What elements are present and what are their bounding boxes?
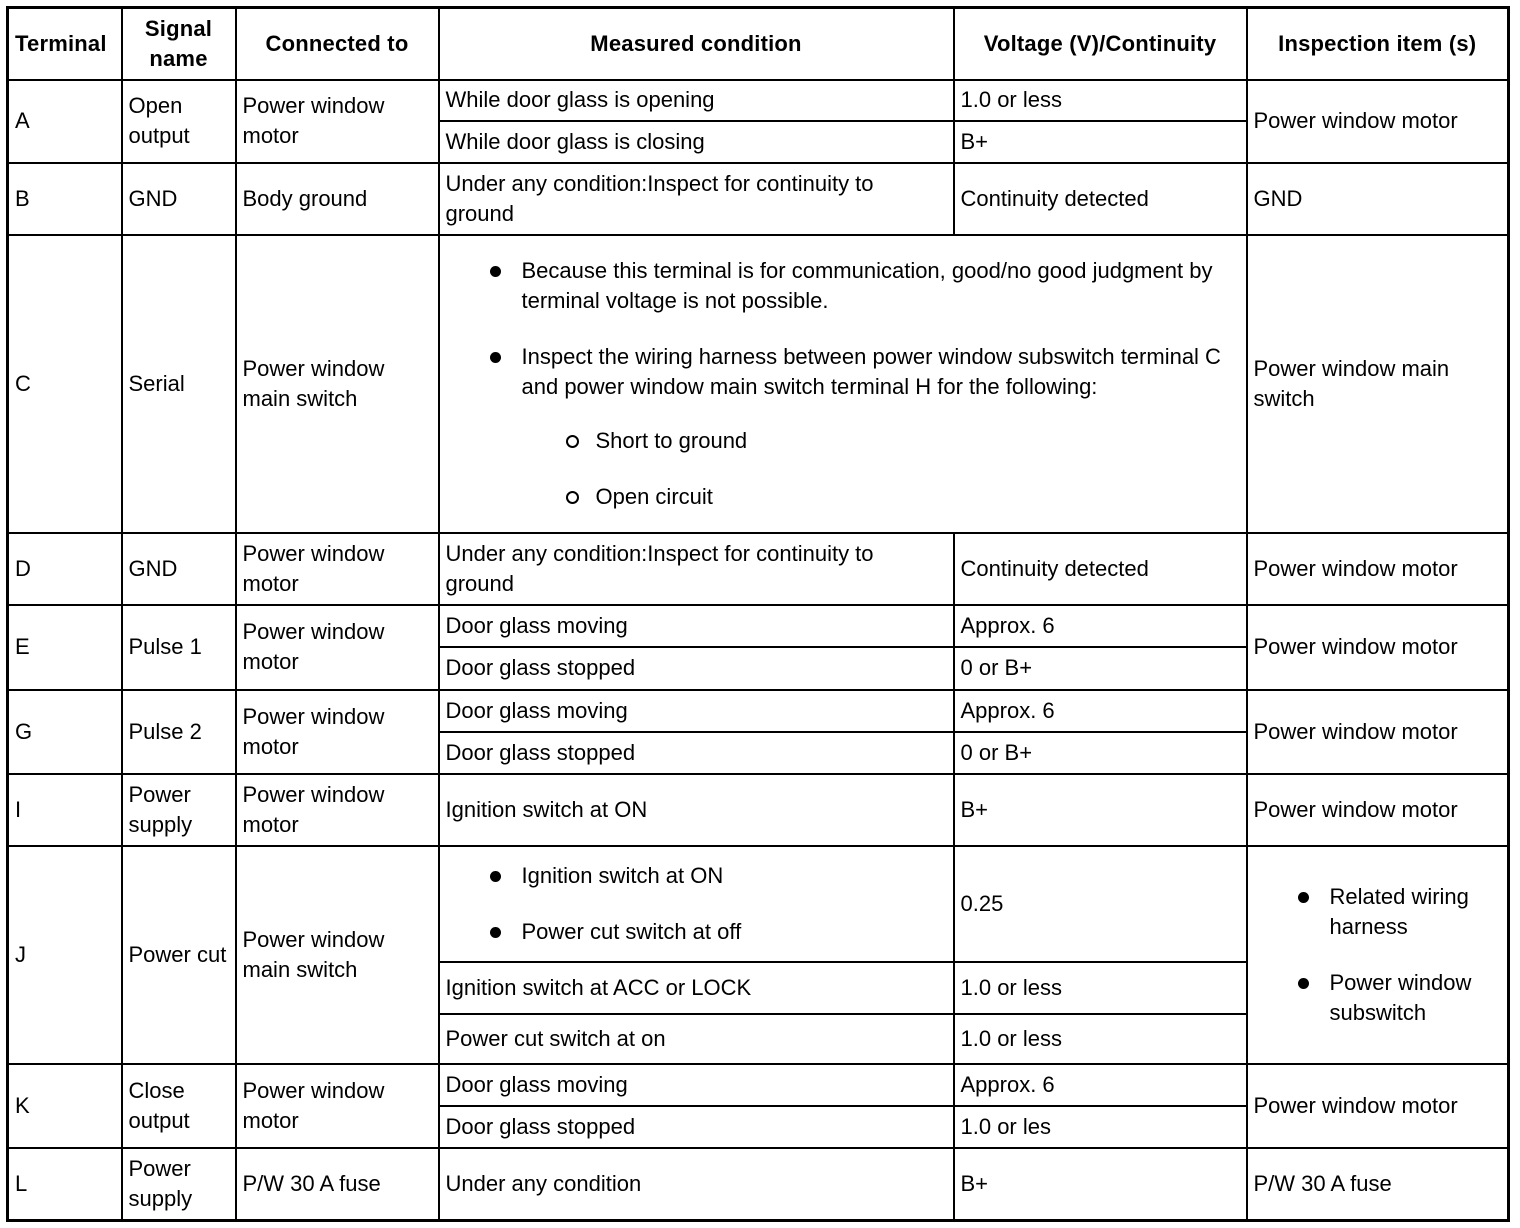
terminal-cell: J [8, 846, 122, 1064]
voltage-cell: Continuity detected [954, 163, 1247, 235]
condition-cell: While door glass is closing [439, 121, 954, 163]
terminal-cell: L [8, 1148, 122, 1220]
table-row-i [8, 774, 1509, 846]
condition-cell: Under any condition:Inspect for continuity to ground [439, 163, 954, 235]
voltage-cell: Approx. 6 [954, 690, 1247, 732]
inspection-item: Related wiring harness [1330, 882, 1502, 942]
signal-name-cell: Pulse 1 [122, 605, 236, 690]
note-text: Inspect the wiring harness between power window subswitch terminal C and power window main switch terminal H for the following: [521, 343, 1221, 399]
terminal-cell: B [8, 163, 122, 235]
table-row-j [8, 846, 1509, 962]
connected-to-cell: P/W 30 A fuse [236, 1148, 439, 1220]
connected-to-cell: Power window motor [236, 1064, 439, 1148]
condition-list [446, 861, 947, 947]
inspection-cell: Power window motor [1247, 605, 1509, 690]
signal-name-cell: Open output [122, 80, 236, 163]
voltage-cell: 1.0 or less [954, 962, 1247, 1014]
condition-cell: Door glass stopped [439, 732, 954, 774]
terminal-cell: C [8, 235, 122, 533]
header-signal-name: Signal name [122, 8, 236, 80]
connected-to-cell: Power window motor [236, 690, 439, 774]
terminal-cell: A [8, 80, 122, 163]
sub-list [522, 426, 1240, 512]
signal-name-cell: Pulse 2 [122, 690, 236, 774]
table-row-g [8, 690, 1509, 732]
signal-name-cell: Power supply [122, 1148, 236, 1220]
notes-list [446, 256, 1240, 512]
header-inspection-items: Inspection item (s) [1247, 8, 1509, 80]
signal-name-cell: Power cut [122, 846, 236, 1064]
inspection-list [1254, 882, 1502, 1028]
condition-cell: Ignition switch at ACC or LOCK [439, 962, 954, 1014]
condition-item: Ignition switch at ON [522, 861, 947, 891]
terminal-cell: I [8, 774, 122, 846]
table-row-e [8, 605, 1509, 647]
condition-item: Power cut switch at off [522, 917, 947, 947]
inspection-cell: Power window motor [1247, 80, 1509, 163]
voltage-cell: B+ [954, 774, 1247, 846]
condition-cell: Power cut switch at on [439, 1014, 954, 1064]
sub-item: Short to ground [596, 426, 1240, 456]
signal-name-cell: GND [122, 163, 236, 235]
voltage-cell: 1.0 or less [954, 1014, 1247, 1064]
header-row [8, 8, 1509, 80]
table-row-l [8, 1148, 1509, 1220]
voltage-cell: B+ [954, 1148, 1247, 1220]
voltage-cell: 1.0 or less [954, 80, 1247, 121]
voltage-cell: Continuity detected [954, 533, 1247, 605]
condition-notes-cell [439, 235, 1247, 533]
terminal-cell: E [8, 605, 122, 690]
terminal-voltage-table [6, 6, 1510, 1222]
inspection-cell: P/W 30 A fuse [1247, 1148, 1509, 1220]
condition-cell: Under any condition [439, 1148, 954, 1220]
voltage-cell: Approx. 6 [954, 1064, 1247, 1106]
connected-to-cell: Power window motor [236, 774, 439, 846]
condition-cell: Door glass moving [439, 1064, 954, 1106]
signal-name-cell: Close output [122, 1064, 236, 1148]
terminal-cell: K [8, 1064, 122, 1148]
condition-cell: Under any condition:Inspect for continuity to ground [439, 533, 954, 605]
terminal-cell: G [8, 690, 122, 774]
header-measured-condition: Measured condition [439, 8, 954, 80]
inspection-cell: Power window motor [1247, 690, 1509, 774]
condition-cell: Ignition switch at ON [439, 774, 954, 846]
connected-to-cell: Power window main switch [236, 846, 439, 1064]
condition-cell [439, 846, 954, 962]
inspection-cell: Power window main switch [1247, 235, 1509, 533]
inspection-cell: Power window motor [1247, 774, 1509, 846]
table-row-d [8, 533, 1509, 605]
sub-item: Open circuit [596, 482, 1240, 512]
header-terminal: Terminal [8, 8, 122, 80]
inspection-cell [1247, 846, 1509, 1064]
connected-to-cell: Body ground [236, 163, 439, 235]
table-row-k [8, 1064, 1509, 1106]
inspection-item: Power window subswitch [1330, 968, 1502, 1028]
voltage-cell: 0 or B+ [954, 732, 1247, 774]
condition-cell: Door glass stopped [439, 647, 954, 690]
table-row-a [8, 80, 1509, 121]
voltage-cell: Approx. 6 [954, 605, 1247, 647]
table-row-b [8, 163, 1509, 235]
connected-to-cell: Power window motor [236, 533, 439, 605]
signal-name-cell: Serial [122, 235, 236, 533]
note-item [522, 342, 1240, 512]
header-connected-to: Connected to [236, 8, 439, 80]
condition-cell: Door glass moving [439, 690, 954, 732]
signal-name-cell: GND [122, 533, 236, 605]
condition-cell: Door glass stopped [439, 1106, 954, 1148]
voltage-cell: 0 or B+ [954, 647, 1247, 690]
voltage-cell: 0.25 [954, 846, 1247, 962]
connected-to-cell: Power window main switch [236, 235, 439, 533]
connected-to-cell: Power window motor [236, 605, 439, 690]
table-row-c [8, 235, 1509, 533]
note-item: Because this terminal is for communication, good/no good judgment by terminal voltage is not possible. [522, 256, 1240, 316]
voltage-cell: 1.0 or les [954, 1106, 1247, 1148]
inspection-cell: GND [1247, 163, 1509, 235]
inspection-cell: Power window motor [1247, 1064, 1509, 1148]
condition-cell: While door glass is opening [439, 80, 954, 121]
condition-cell: Door glass moving [439, 605, 954, 647]
header-voltage-continuity: Voltage (V)/Continuity [954, 8, 1247, 80]
connected-to-cell: Power window motor [236, 80, 439, 163]
terminal-cell: D [8, 533, 122, 605]
voltage-cell: B+ [954, 121, 1247, 163]
signal-name-cell: Power supply [122, 774, 236, 846]
inspection-cell: Power window motor [1247, 533, 1509, 605]
